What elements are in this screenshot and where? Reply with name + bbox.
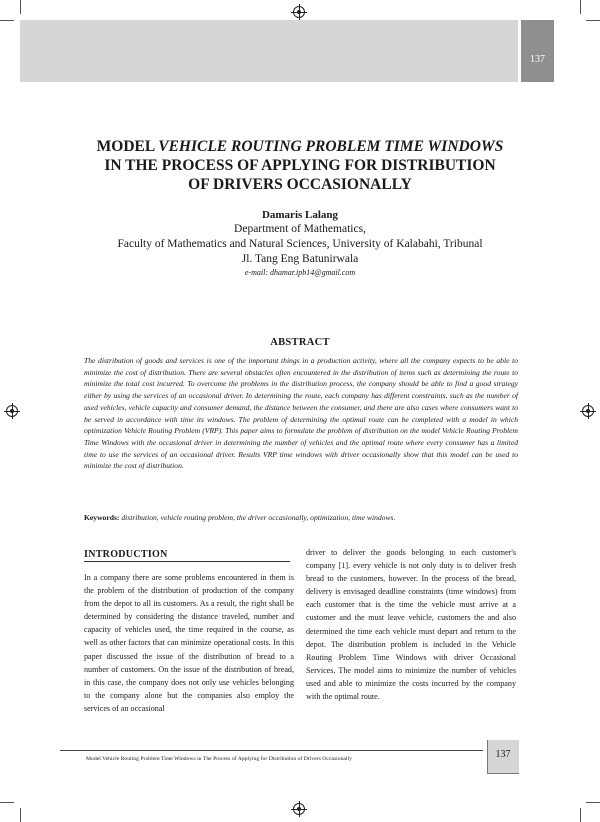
paper-title	[60, 137, 540, 194]
keywords-label: Keywords:	[84, 513, 120, 522]
title-line-3: OF DRIVERS OCCASIONALLY	[188, 176, 412, 193]
crop-mark	[20, 808, 21, 822]
keywords	[84, 513, 518, 522]
author-email: e-mail: dhamar.ipb14@gmail.com	[244, 268, 356, 277]
crop-mark	[580, 0, 581, 14]
introduction-heading: INTRODUCTION	[84, 549, 168, 560]
footer-divider	[60, 750, 483, 751]
registration-mark-icon	[582, 405, 594, 417]
author-name: Damaris Lalang	[261, 209, 339, 221]
registration-mark-icon	[6, 405, 18, 417]
crop-mark	[580, 808, 581, 822]
header-page-number: 137	[530, 54, 545, 65]
crop-mark	[586, 20, 600, 21]
footer-running-title: Model Vehicle Routing Problem Time Windows in The Process of Applying for Distribution of Drivers Occasionally	[86, 756, 352, 762]
author-faculty: Faculty of Mathematics and Natural Sciences, University of Kalabahi, Tribunal	[117, 238, 483, 250]
author-department: Department of Mathematics,	[234, 223, 366, 235]
registration-mark-icon	[293, 803, 305, 815]
keywords-text: distribution, vehicle routing problem, the driver occasionally, optimization, time windows.	[121, 513, 396, 522]
author-address: Jl. Tang Eng Batunirwala	[241, 253, 359, 265]
section-divider	[84, 561, 290, 562]
title-line-2: IN THE PROCESS OF APPLYING FOR DISTRIBUTION	[104, 157, 496, 174]
abstract-heading: ABSTRACT	[270, 337, 330, 348]
header-band	[20, 20, 518, 82]
introduction-right-column: driver to deliver the goods belonging to each customer's company [1]. every vehicle is not only duty is to deliver fresh bread to the customers, however. In the process of the bread, delivery is envisaged deadline constraints (time windows) from each customer that is the time the vehicle must arrive at a customer and the must leave vehicle, customers the and also determined the time each vehicle must depart and return to the depot. The distribution problem is included in the Vehicle Routing Problem Time Windows with driver Occasional Services. The model aims to minimize the number of vehicles used and able to minimize the costs incurred by the company with the optimal route.	[306, 548, 516, 702]
registration-mark-icon	[293, 6, 305, 18]
crop-mark	[20, 0, 21, 14]
title-italic: VEHICLE ROUTING PROBLEM TIME WINDOWS	[158, 138, 504, 155]
crop-mark	[586, 802, 600, 803]
crop-mark	[0, 802, 14, 803]
abstract-body: The distribution of goods and services is one of the important things in a production activity, where all the company expects to be able to minimize the cost of distribution. There are several obstacles often encountered in the distribution of items such as determining the route to minimize the total cost incurred. To overcome the problems in the distribution process, the company should be able to find a good strategy either by using the services of an occasional driver. In determining the route, each company has different constraints, such as the number of used vehicles, vehicle capacity and consumer demand, the distance between the consumer, and there are also cases where consumers want to be served in accordance with time its windows. The problem of determining the optimal route can be completed with a model in which optimization Vehicle Routing Problem (VRP). This paper aims to formulate the problem of distribution on the model Vehicle Routing Problem Time Windows with the occasional driver in determining the number of vehicles and the optimal route where every consumer has a limited time to use the services of an occasional driver. Results VRP time windows with driver occasionally show that this model can be used to minimize the cost of distribution.	[84, 356, 518, 471]
header-page-tab	[521, 20, 554, 82]
footer-page-number: 137	[495, 749, 511, 760]
crop-mark	[0, 20, 14, 21]
introduction-left-column: In a company there are some problems encountered in them is the problem of the distribution of production of the company from the depot to all its customers. As a result, the right shall be determined by considering the distance traveled, number and capacity of vehicles used, the time required in the course, as well as other factors that can minimize operational costs. In this paper discussed the issue of the distribution of bread to a number of customers. On the issue of the distribution of bread, in this case, the company does not only use vehicles belonging to the company alone but the companies also employ the services of an occasional	[84, 573, 294, 713]
title-prefix: MODEL	[96, 138, 159, 155]
